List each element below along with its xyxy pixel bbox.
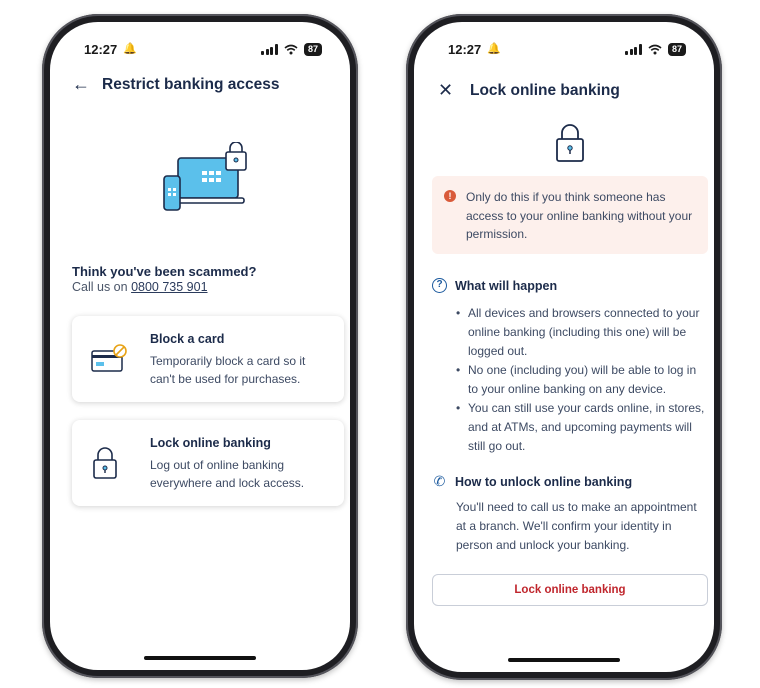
status-bar [414, 40, 714, 60]
option-title: Lock online banking [150, 436, 271, 450]
status-time: 12:27 [448, 42, 482, 57]
warning-text: Only do this if you think someone has access to your online banking without your permission. [466, 190, 693, 241]
status-time: 12:27 [84, 42, 118, 57]
phone-number-link[interactable]: 0800 735 901 [131, 280, 208, 294]
what-will-happen-heading: ? What will happen [432, 278, 557, 293]
back-arrow-icon[interactable]: ← [72, 74, 90, 94]
battery-icon: 87 [304, 43, 322, 56]
signal-icon [625, 44, 642, 55]
battery-icon: 87 [668, 43, 686, 56]
signal-icon [261, 44, 278, 55]
lock-online-banking-button[interactable]: Lock online banking [432, 574, 708, 606]
option-description: Temporarily block a card so it can't be used for purchases. [150, 354, 306, 386]
wifi-icon [284, 44, 298, 55]
how-to-unlock-text: You'll need to call us to make an appointment at a branch. We'll confirm your identity in person and unlock your banking. [456, 500, 697, 552]
block-card-option[interactable] [72, 316, 344, 402]
lock-online-banking-option[interactable] [72, 420, 344, 506]
close-icon[interactable]: ✕ [438, 80, 454, 100]
warning-banner [432, 176, 708, 254]
page-title: Lock online banking [470, 81, 620, 99]
page-title: Restrict banking access [102, 75, 280, 93]
padlock-icon [554, 122, 586, 164]
screen-restrict-access [50, 22, 350, 670]
phone-frame-left [42, 14, 358, 678]
scam-call-text: Call us on 0800 735 901 [72, 280, 208, 294]
how-to-unlock-heading: ✆ How to unlock online banking [433, 473, 633, 489]
list-item: • All devices and browsers connected to your online banking (including this one) will be logged out. [456, 304, 706, 361]
list-item: • You can still use your cards online, in stores, and at ATMs, and upcoming payments will still go out. [456, 399, 706, 456]
option-title: Block a card [150, 332, 225, 346]
wifi-icon [648, 44, 662, 55]
question-icon: ? [432, 278, 447, 293]
what-will-happen-list [456, 304, 706, 456]
header [72, 74, 340, 95]
card-block-icon [90, 343, 130, 375]
option-description: Log out of online banking everywhere and lock access. [150, 458, 305, 490]
status-bar [50, 40, 350, 60]
bell-icon: 🔔 [123, 43, 137, 55]
phone-icon: ✆ [433, 473, 446, 489]
screen-lock-online-banking [414, 22, 714, 672]
header [438, 80, 704, 101]
phone-frame-right [406, 14, 722, 680]
home-indicator[interactable] [508, 658, 620, 662]
devices-lock-illustration [162, 142, 254, 222]
bell-icon: 🔔 [487, 43, 501, 55]
home-indicator[interactable] [144, 656, 256, 660]
padlock-icon [90, 445, 120, 481]
list-item: • No one (including you) will be able to log in to your online banking on any device. [456, 361, 706, 399]
alert-icon: ! [444, 190, 456, 202]
scam-heading: Think you've been scammed? [72, 264, 257, 279]
